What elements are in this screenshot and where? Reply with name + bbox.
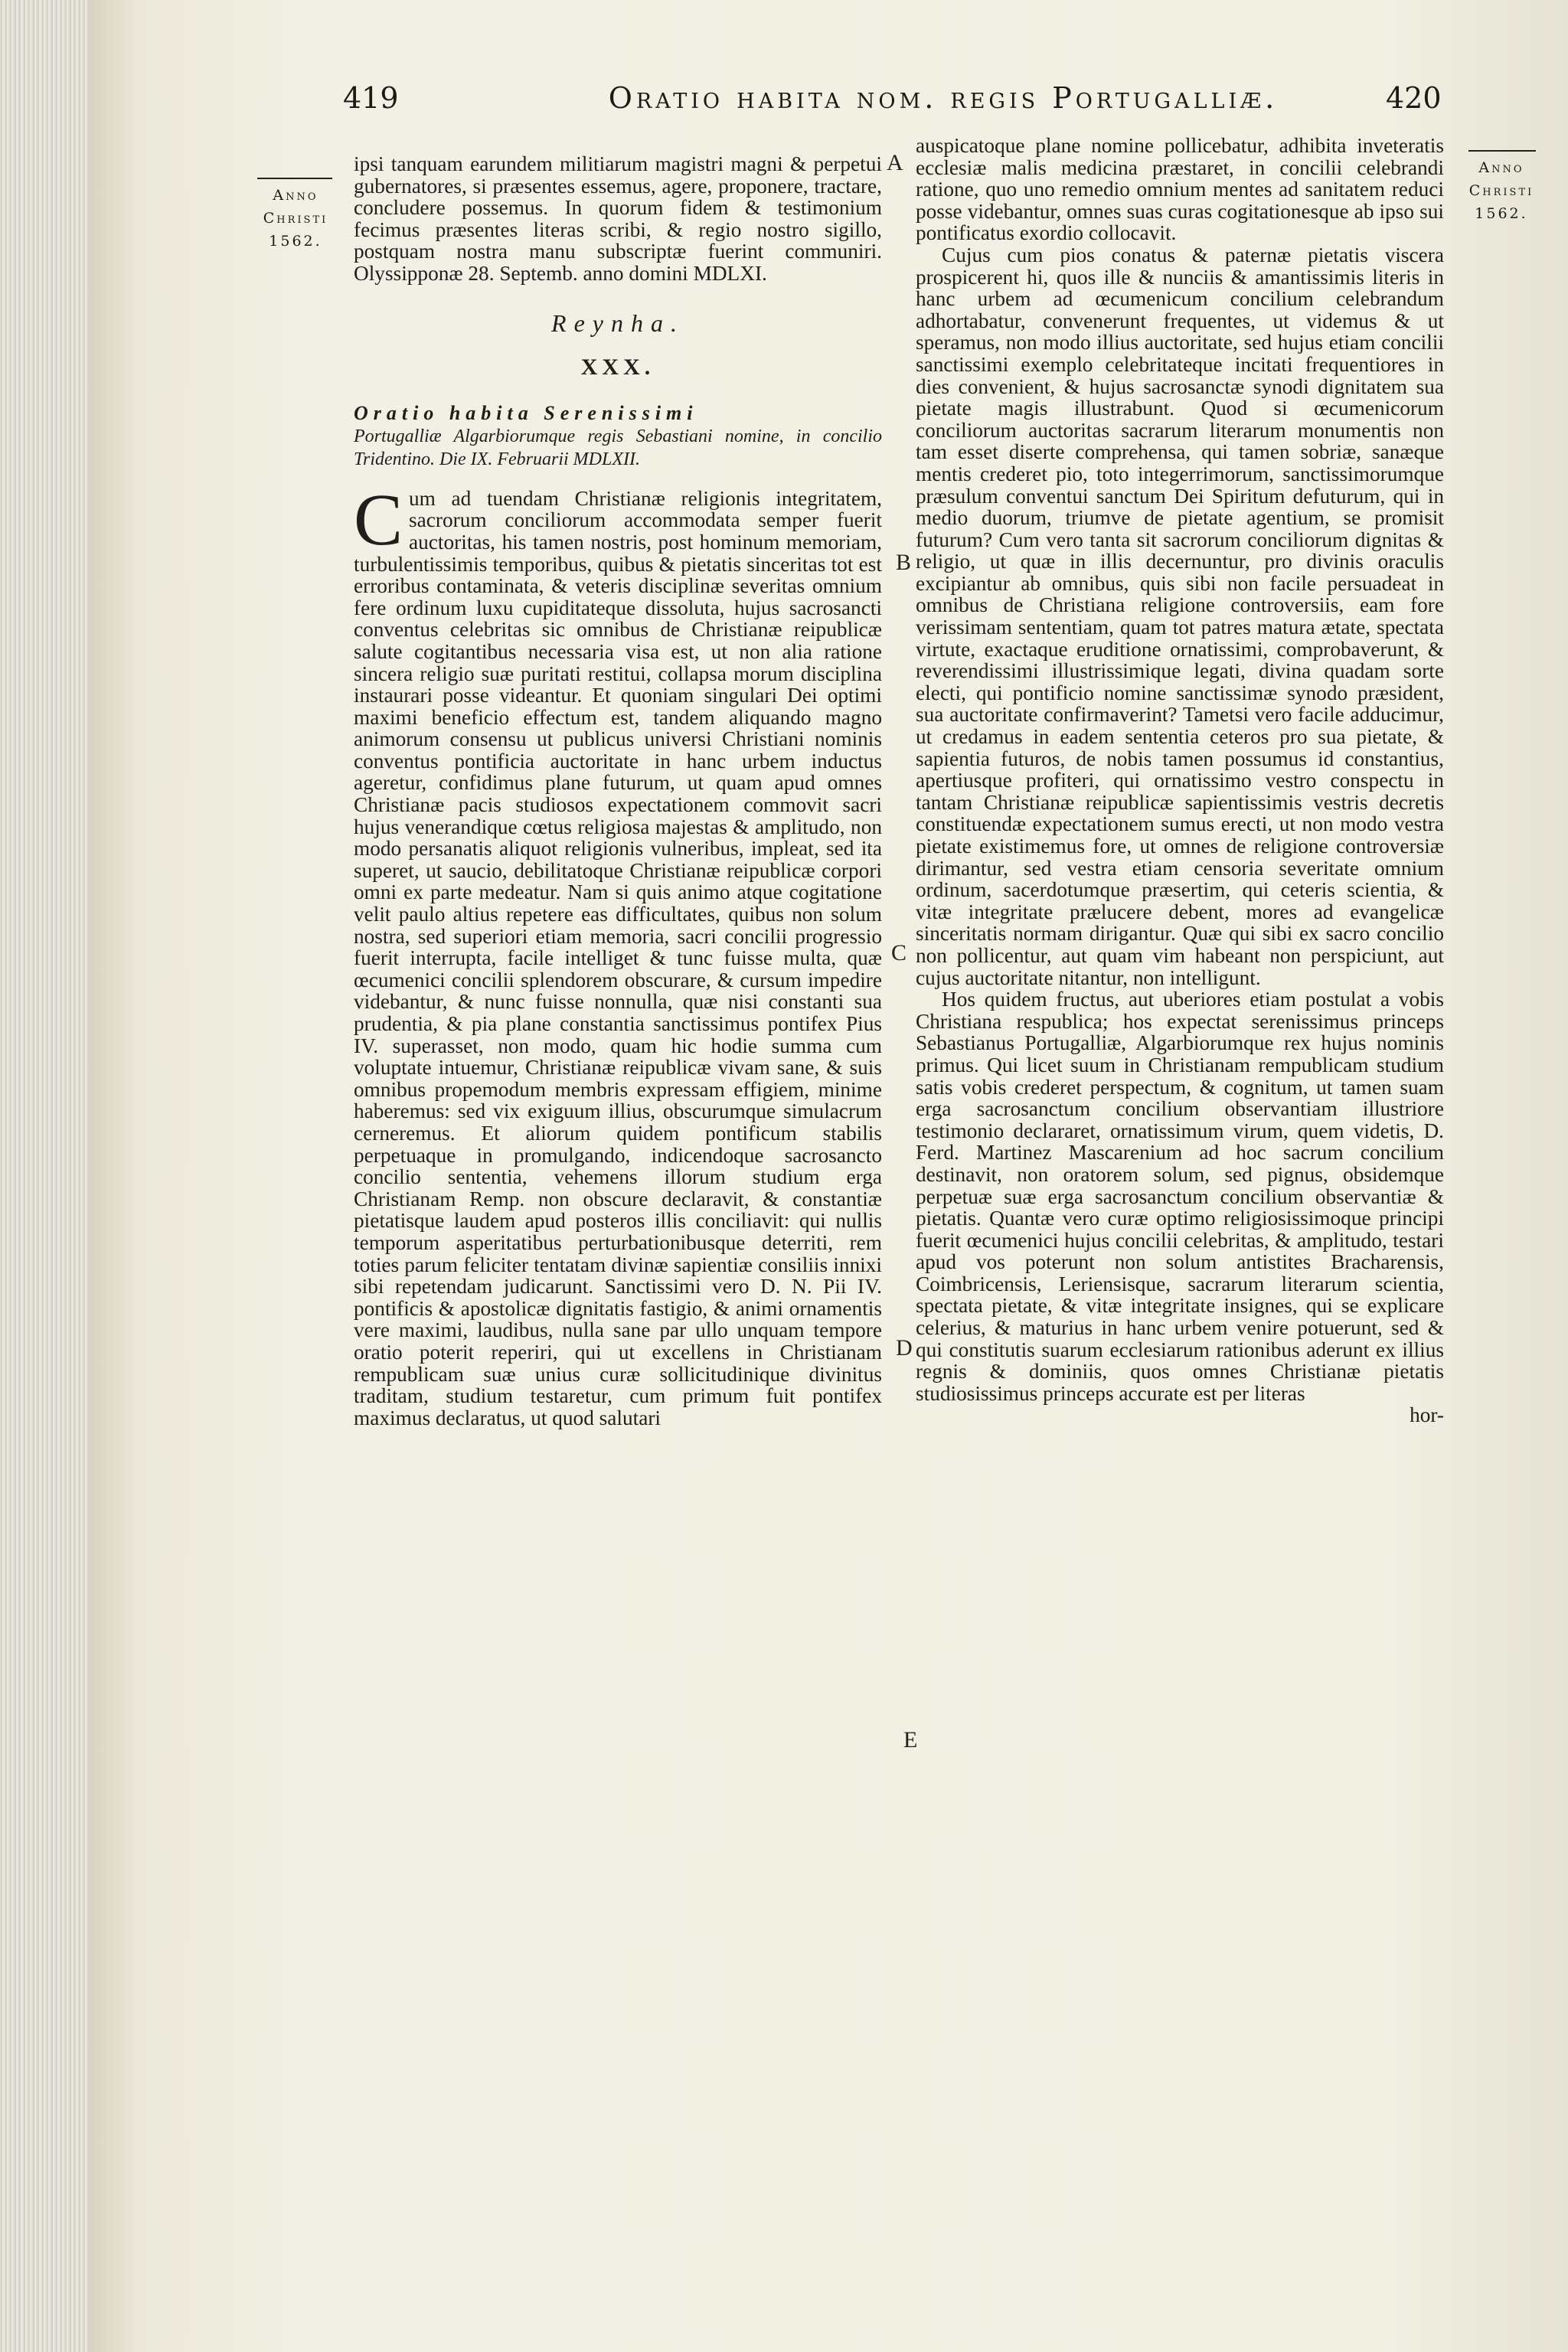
margin-rule-right	[1468, 150, 1536, 152]
margin-note-right	[1459, 156, 1544, 225]
section-number: XXX.	[580, 354, 655, 381]
right-column	[916, 135, 1444, 1426]
section-letter-a: A	[887, 150, 903, 175]
paragraph: auspicatoque plane nomine pollicebatur, adhibita inveteratis ecclesiæ malis medicina præstaret, in concilii celebrandi ratione, quo uno remedio omnium mentes ad sanitatem reduci posse videbantur, omnes suas curas cogitationesque ab ipso sui pontificatus exordio collocavit.	[916, 134, 1444, 245]
page-number-right: 420	[1386, 81, 1442, 115]
margin-note-left-line: 1562.	[269, 233, 322, 250]
paragraph: Cujus cum pios conatus & paternæ pietatis viscera prospicerent hi, quos ille & nunciis & amantissimis literis in hanc urbem ad œcumenicum concilium celebrandum adhortabatur, convenerunt frequentes, ut videmus & ut speramus, non modo illius auctoritate, sed hujus etiam concilii sanctissimi exemplo celebritateque incitati frequentiores in dies convenient, & hujus sacrosanctæ synodi dignitatem sua pietate magis illustrabunt. Quod si œcumenicorum conciliorum auctoritas sacrarum literarum monumentis non tam esset diserte comprehensa, qui tamen sobriæ, sanæque mentis crederet pio, toto integerrimorum, sanctissimorumque præsulum conventui sanctum Dei Spiritum defuturum, qui in medio duorum, triumve de pietate agentium, se promisit futurum? Cum vero tanta sit sacrorum conciliorum dignitas & religio, ut quæ in illis decernuntur, pro divinis oraculis excipiantur ab omnibus, quis sibi non facile persuadeat in omnibus de Christiana religione controversiis, eam fore verissimam sententiam, quam tot patres matura ætate, spectata virtute, exactaque eruditione ornatissimi, comprobaverunt, & reverendissimi illustrissimique legati, divina quadam sorte electi, qui pontificio nomine sanctissimæ synodo præsident, sua auctoritate confirmaverint? Tametsi vero facile adducimur, ut credamus in eadem sententia ceteros pro sua pietate, & sapientia futuros, de nobis tamen possumus id constantius, apertiusque profiteri, qui ornatissimo vestro conspectu in tantam Christianæ reipublicæ sapientissimis vestris decretis constituendæ expectationem sumus erecti, ut non modo vestra pietate existimemus fore, ut omnes de religione controversiæ dirimantur, sed vestra etiam censoria severitate omnium ordinum, sacerdotumque præsertim, qui ceteris scientia, & vitæ integritate prælucere debent, mores ad evangelicæ sinceritatis normam dirigantur. Quæ qui sibi ex sacro concilio non pollicentur, aut quam vim habeant non perspiciunt, aut cujus auctoritate nitantur, non intelligunt.	[916, 243, 1444, 989]
margin-note-left-line: Anno	[273, 187, 318, 204]
oratio-subtitle: Portugalliæ Algarbiorumque regis Sebastiani nomine, in concilio Tridentino. Die IX. Februarii MDLXII.	[354, 426, 882, 469]
margin-note-right-line: Christi	[1468, 182, 1534, 199]
page-number-left: 419	[343, 81, 399, 115]
left-column	[354, 153, 882, 1429]
catchword: hor-	[1410, 1403, 1444, 1427]
drop-cap: C	[354, 478, 403, 560]
oratio-body	[354, 478, 882, 1429]
section-letter-d: D	[896, 1335, 913, 1361]
book-page	[89, 0, 1568, 2352]
margin-rule-left	[257, 178, 332, 179]
section-letter-b: B	[896, 550, 912, 575]
section-letter-c: C	[891, 940, 907, 965]
oratio-title: Oratio habita Serenissimi	[354, 401, 698, 424]
charter-closing-text: ipsi tanquam earundem militiarum magistri magni & perpetui gubernatores, si præsentes essemus, agere, proponere, tractare, concludere possemus. In quorum fidem & testimonium fecimus præsentes literas scribi, & regio nostro sigillo, postquam nostra manu subscriptæ fuerint communiri. Olyssipponæ 28. Septemb. anno domini MDLXI.	[354, 152, 882, 285]
running-title: Oratio habita nom. regis Portugalliæ.	[608, 81, 1279, 115]
paragraph: Hos quidem fructus, aut uberiores etiam postulat a vobis Christiana respublica; hos expectat serenissimus princeps Sebastianus Portugalliæ, Algarbiorumque rex hujus nominis primus. Qui licet suum in Christianam rempublicam studium satis vobis crederet perspectum, & cognitum, ut tamen suam erga sacrosanctum concilium observantiam illustriore testimonio declararet, ornatissimum virum, quem videtis, D. Ferd. Martinez Mascarenium ad hoc sacrum concilium destinavit, non oratorem solum, sed pignus, obsidemque perpetuæ suæ erga sacrosanctum concilium observantiæ & pietatis. Quantæ vero curæ optimo religiosissimoque principi fuerit œcumenici hujus concilii celebritas, & amplitudo, testari apud vos poterunt non solum antistites Bracharensis, Coimbricensis, Leriensisque, sacrarum literarum scientia, spectata pietate, & vitæ integritate insignes, qui se explicare celerius, & maturius in hanc urbem venire potuerunt, sed & qui constitutis suarum ecclesiarum rationibus aderunt ex illius regnis & dominiis, quos omnes Christianæ pietatis studiosissimus princeps accurate est per literas	[916, 988, 1444, 1405]
margin-note-left	[247, 184, 345, 253]
section-letter-e: E	[903, 1727, 918, 1753]
margin-note-left-line: Christi	[263, 210, 328, 227]
margin-note-right-line: Anno	[1478, 159, 1524, 176]
page-stack-edge	[0, 0, 89, 2352]
oratio-body-text: um ad tuendam Christianæ religionis integritatem, sacrorum conciliorum accommodata semper fuerit auctoritas, his tamen nostris, post hominum memoriam, turbulentissimis temporibus, quibus & pietatis sinceritas tot est erroribus contaminata, & veteris disciplinæ severitas omnium fere ordinum luxu cupiditateque dissoluta, hujus sacrosancti conventus celebritas sic omnibus de Christianæ reipublicæ salute cogitantibus necessaria visa est, ut non alia ratione sincera religio suæ puritati restitui, collapsa morum disciplina instaurari posse videantur. Et quoniam singulari Dei optimi maximi beneficio effectum est, tandem aliquando magno animorum consensu ut publicus universi Christiani nominis conventus pontificia auctoritate in hanc urbem inductus ageretur, confidimus plane futurum, ut quam apud omnes Christianæ pacis studiosos expectationem commovit sacri hujus venerandique cœtus religiosa majestas & amplitudo, non modo persanatis aliquot religionis vulneribus, impleat, sed ita superet, ut saucio, debilitatoque Christianæ reipublicæ corpori omni ex parte medeatur. Nam si quis animo atque cogitatione velit paulo altius repetere eas difficultates, quibus non solum nostra, sed superiori etiam memoria, sacri concilii progressio fuerit interrupta, facile intelliget & tunc fuisse multa, quæ œcumenici concilii splendorem obscurare, & cursum impedire videbantur, & nunc fuisse nonnulla, quæ nisi constanti sua prudentia, & pia plane constantia sanctissimus pontifex Pius IV. superasset, non modo, quam hic hodie summa cum voluptate intuemur, Christianæ reipublicæ vivam sane, & suis omnibus propemodum membris expressam effigiem, minime haberemus: sed vix exiguum illius, obscurumque simulacrum cerneremus. Et aliorum quidem pontificum stabilis perpetuaque in promulgando, indicendoque sacrosancto concilio sententia, vehemens illorum studium erga Christianam Remp. non obscure declaravit, & constantiæ pietatisque laudem apud posteros illis conciliavit: qui nullis temporum asperitatibus perturbationibusque deterriti, rem toties parum feliciter tentatam divinæ sapientiæ consiliis innixi sibi repetendam judicarunt. Sanctissimi vero D. N. Pii IV. pontificis & apostolicæ dignitatis fastigio, & animi ornamentis vere maximi, laudibus, nulla sane par ullo unquam tempore oratio poterit reperiri, qui ut excellens in Christianam rempublicam suæ unius curæ sollicitudinique divinitus traditam, studium testaretur, cum primum fuit pontifex maximus declaratus, ut quod salutari	[354, 486, 882, 1429]
margin-note-right-line: 1562.	[1475, 205, 1528, 222]
royal-signature: Reynha.	[551, 309, 684, 337]
